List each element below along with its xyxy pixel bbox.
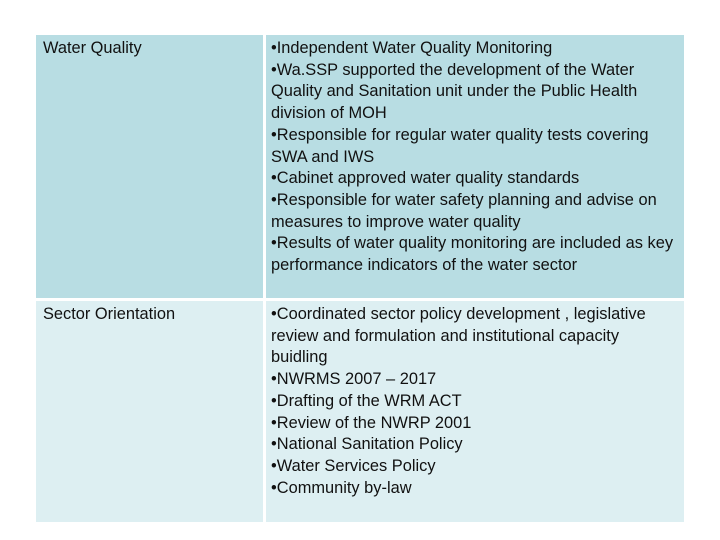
table-row-water-quality xyxy=(36,35,684,298)
bullet-item: •Coordinated sector policy development , legislative review and formulation and institutional capacity buidling xyxy=(271,305,646,367)
row-details-cell xyxy=(266,301,684,522)
bullet-item: •Drafting of the WRM ACT xyxy=(271,391,462,410)
bullet-item: •Wa.SSP supported the development of the Water Quality and Sanitation unit under the Public Health division of MOH xyxy=(271,60,638,123)
bullet-item: •Community by-law xyxy=(271,478,412,497)
row-label: Water Quality xyxy=(43,39,142,57)
content-table xyxy=(36,35,684,522)
bullet-item: •NWRMS 2007 – 2017 xyxy=(271,370,437,389)
bullet-item: •Responsible for water safety planning and advise on measures to improve water quality xyxy=(271,190,657,231)
bullet-item: •Water Services Policy xyxy=(271,456,436,475)
bullet-item: •National Sanitation Policy xyxy=(271,435,463,454)
table-row-sector-orientation xyxy=(36,301,684,522)
bullet-item: •Review of the NWRP 2001 xyxy=(271,413,472,432)
bullet-item: •Results of water quality monitoring are included as key performance indicators of the water sector xyxy=(271,234,674,275)
row-label: Sector Orientation xyxy=(43,305,176,323)
bullet-item: •Independent Water Quality Monitoring xyxy=(271,39,553,57)
row-label-cell xyxy=(36,301,263,522)
row-label-cell xyxy=(36,35,263,298)
bullet-item: •Cabinet approved water quality standards xyxy=(271,169,580,188)
bullet-item: •Responsible for regular water quality tests covering SWA and IWS xyxy=(271,125,649,166)
row-details-cell xyxy=(266,35,684,298)
